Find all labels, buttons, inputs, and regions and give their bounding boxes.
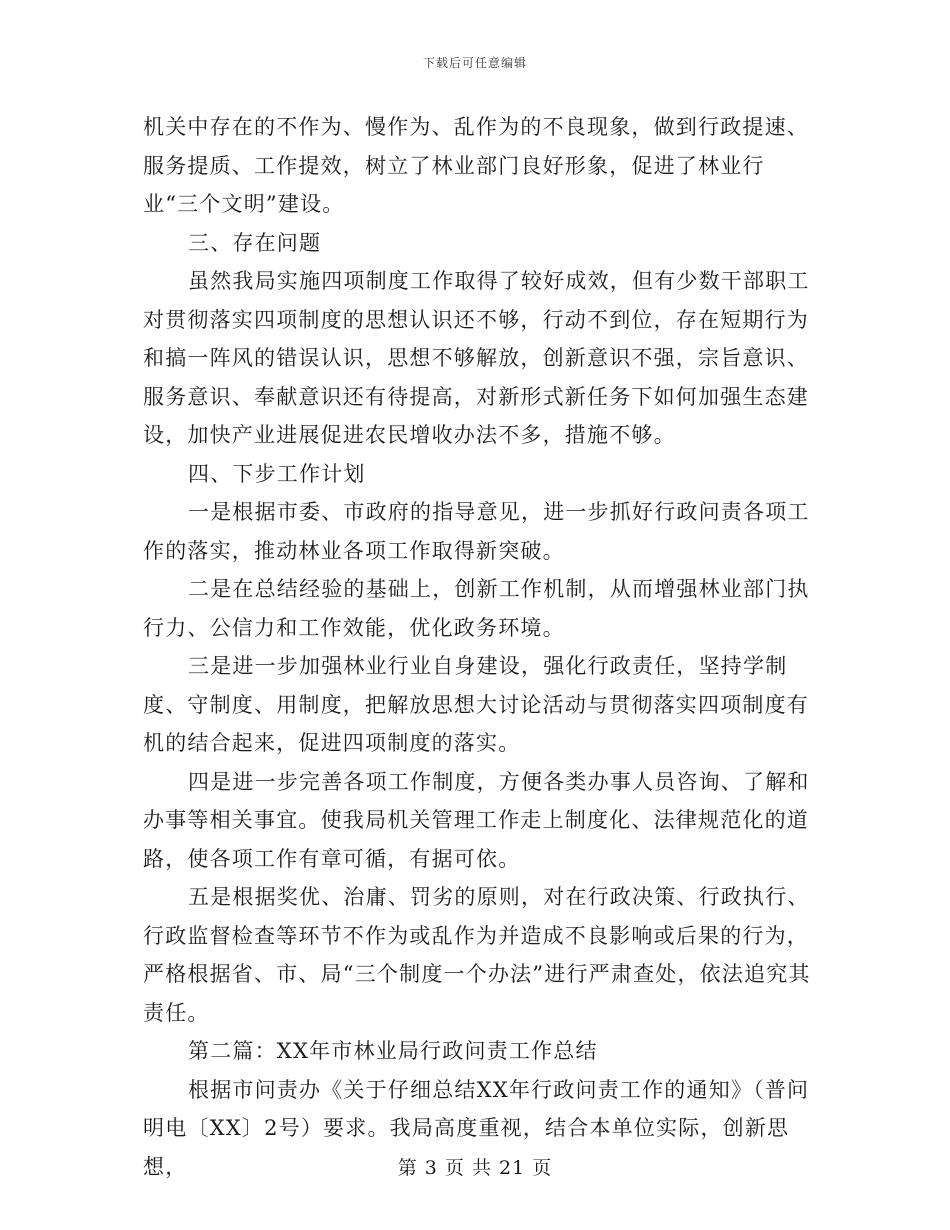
plan-item-5: 五是根据奖优、治庸、罚劣的原则，对在行政决策、行政执行、行政监督检查等环节不作为或乱作为并造成不良影响或后果的行为，严格根据省、市、局“三个制度一个办法”进行严肃查处，依法追究其责任。 — [143, 885, 811, 1025]
plan-item-3: 三是进一步加强林业行业自身建设，强化行政责任，坚持学制度、守制度、用制度，把解放思想大讨论活动与贯彻落实四项制度有机的结合起来，促进四项制度的落实。 — [143, 654, 809, 755]
plan-item-4: 四是进一步完善各项工作制度，方便各类办事人员咨询、了解和办事等相关事宜。使我局机关管理工作走上制度化、法律规范化的道路，使各项工作有章可循，有据可依。 — [143, 769, 810, 871]
section-heading-next-plan: 四、下步工作计划 — [188, 461, 366, 486]
page-header-note: 下载后可任意编辑 — [422, 56, 527, 70]
plan-item-1: 一是根据市委、市政府的指导意见，进一步抓好行政问责各项工作的落实，推动林业各项工作取得新突破。 — [143, 500, 810, 563]
paragraph-second-chapter-intro: 根据市问责办《关于仔细总结XX年行政问责工作的通知》（普问明电〔XX〕2号）要求。我局高度重视，结合本单位实际，创新思想， — [143, 1077, 810, 1179]
chapter-title-second: 第二篇：XX年市林业局行政问责工作总结 — [188, 1039, 598, 1063]
plan-item-2: 二是在总结经验的基础上，创新工作机制，从而增强林业部门执行力、公信力和工作效能，优化政务环境。 — [143, 577, 810, 640]
section-heading-problems: 三、存在问题 — [188, 230, 322, 255]
paragraph-problems: 虽然我局实施四项制度工作取得了较好成效，但有少数干部职工对贯彻落实四项制度的思想认识还不够，行动不到位，存在短期行为和搞一阵风的错误认识，思想不够解放，创新意识不强，宗旨意识、服务意识、奉献意识还有待提高，对新形式新任务下如何加强生态建设，加快产业进展促进农民增收办法不多，措施不够。 — [143, 269, 810, 447]
page-number-footer: 第 3 页 共 21 页 — [397, 1157, 553, 1179]
paragraph-continuation: 机关中存在的不作为、慢作为、乱作为的不良现象，做到行政提速、服务提质、工作提效，树立了林业部门良好形象，促进了林业行业“三个文明”建设。 — [143, 115, 809, 216]
document-body — [143, 108, 813, 1186]
